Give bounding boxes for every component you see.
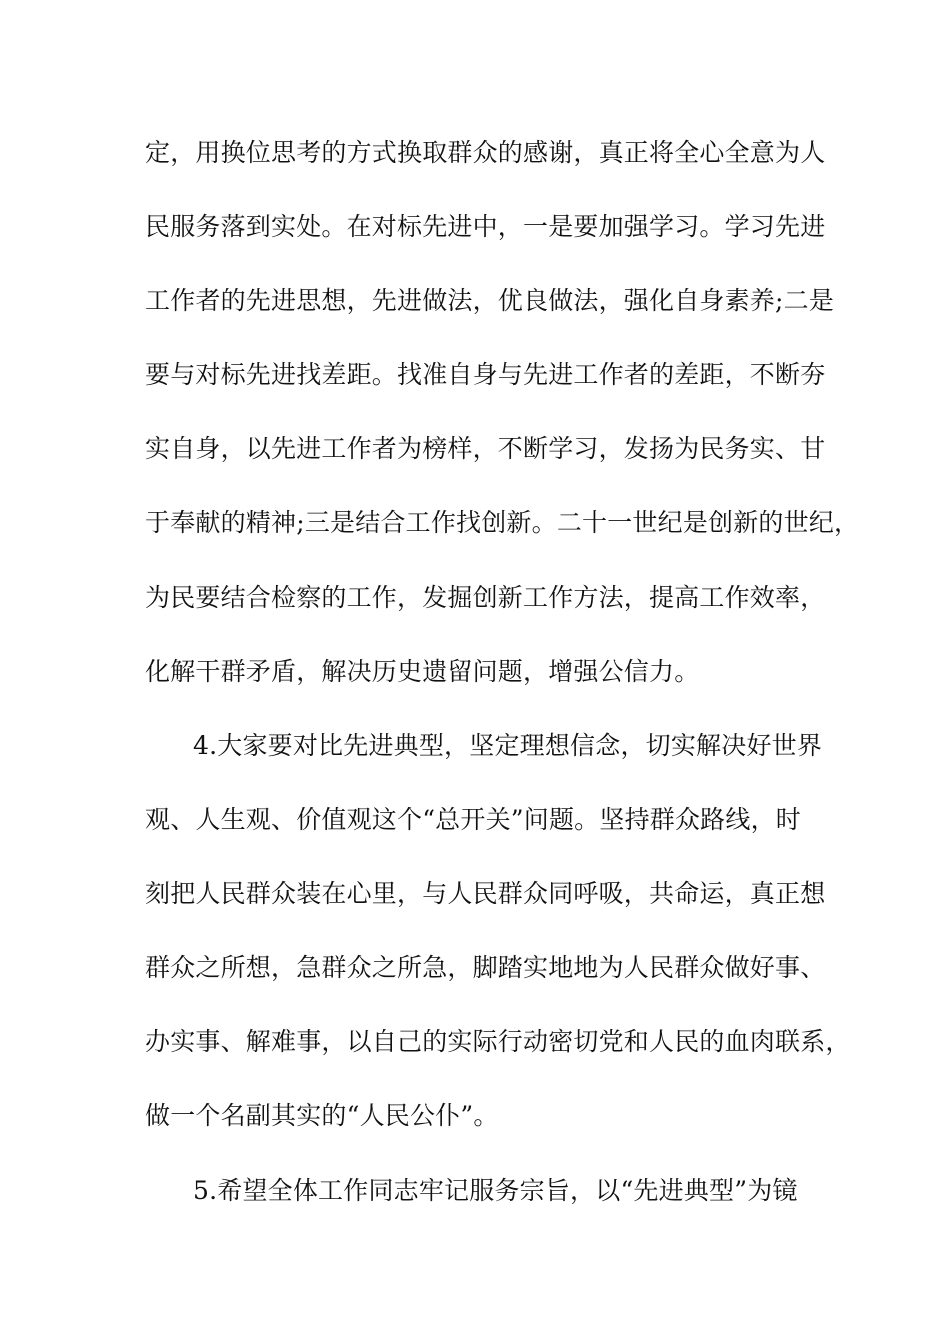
paragraph-4-start: 4.大家要对比先进典型，坚定理想信念，切实解决好世界 [193, 731, 823, 760]
text-line-7: 为民要结合检察的工作，发掘创新工作方法，提高工作效率， [145, 583, 826, 612]
text-line-8: 化解干群矛盾，解决历史遗留问题，增强公信力。 [145, 657, 700, 686]
text-line-2: 民服务落到实处。在对标先进中，一是要加强学习。学习先进 [145, 212, 826, 241]
text-line-13: 办实事、解难事，以自己的实际行动密切党和人民的血肉联系， [145, 1027, 851, 1056]
text-line-12: 群众之所想，急群众之所急，脚踏实地地为人民群众做好事、 [145, 953, 826, 982]
text-line-4: 要与对标先进找差距。找准自身与先进工作者的差距，不断夯 [145, 360, 826, 389]
text-line-14: 做一个名副其实的“人民公仆”。 [145, 1101, 499, 1130]
text-line-10: 观、人生观、价值观这个“总开关”问题。坚持群众路线，时 [145, 805, 801, 834]
text-line-3: 工作者的先进思想，先进做法，优良做法，强化自身素养;二是 [145, 286, 835, 315]
text-line-11: 刻把人民群众装在心里，与人民群众同呼吸，共命运，真正想 [145, 879, 826, 908]
text-line-5: 实自身，以先进工作者为榜样，不断学习，发扬为民务实、甘 [145, 434, 826, 463]
paragraph-5-start: 5.希望全体工作同志牢记服务宗旨，以“先进典型”为镜 [193, 1176, 798, 1205]
text-line-6: 于奉献的精神;三是结合工作找创新。二十一世纪是创新的世纪， [145, 508, 860, 537]
text-line-1: 定，用换位思考的方式换取群众的感谢，真正将全心全意为人 [145, 138, 826, 167]
